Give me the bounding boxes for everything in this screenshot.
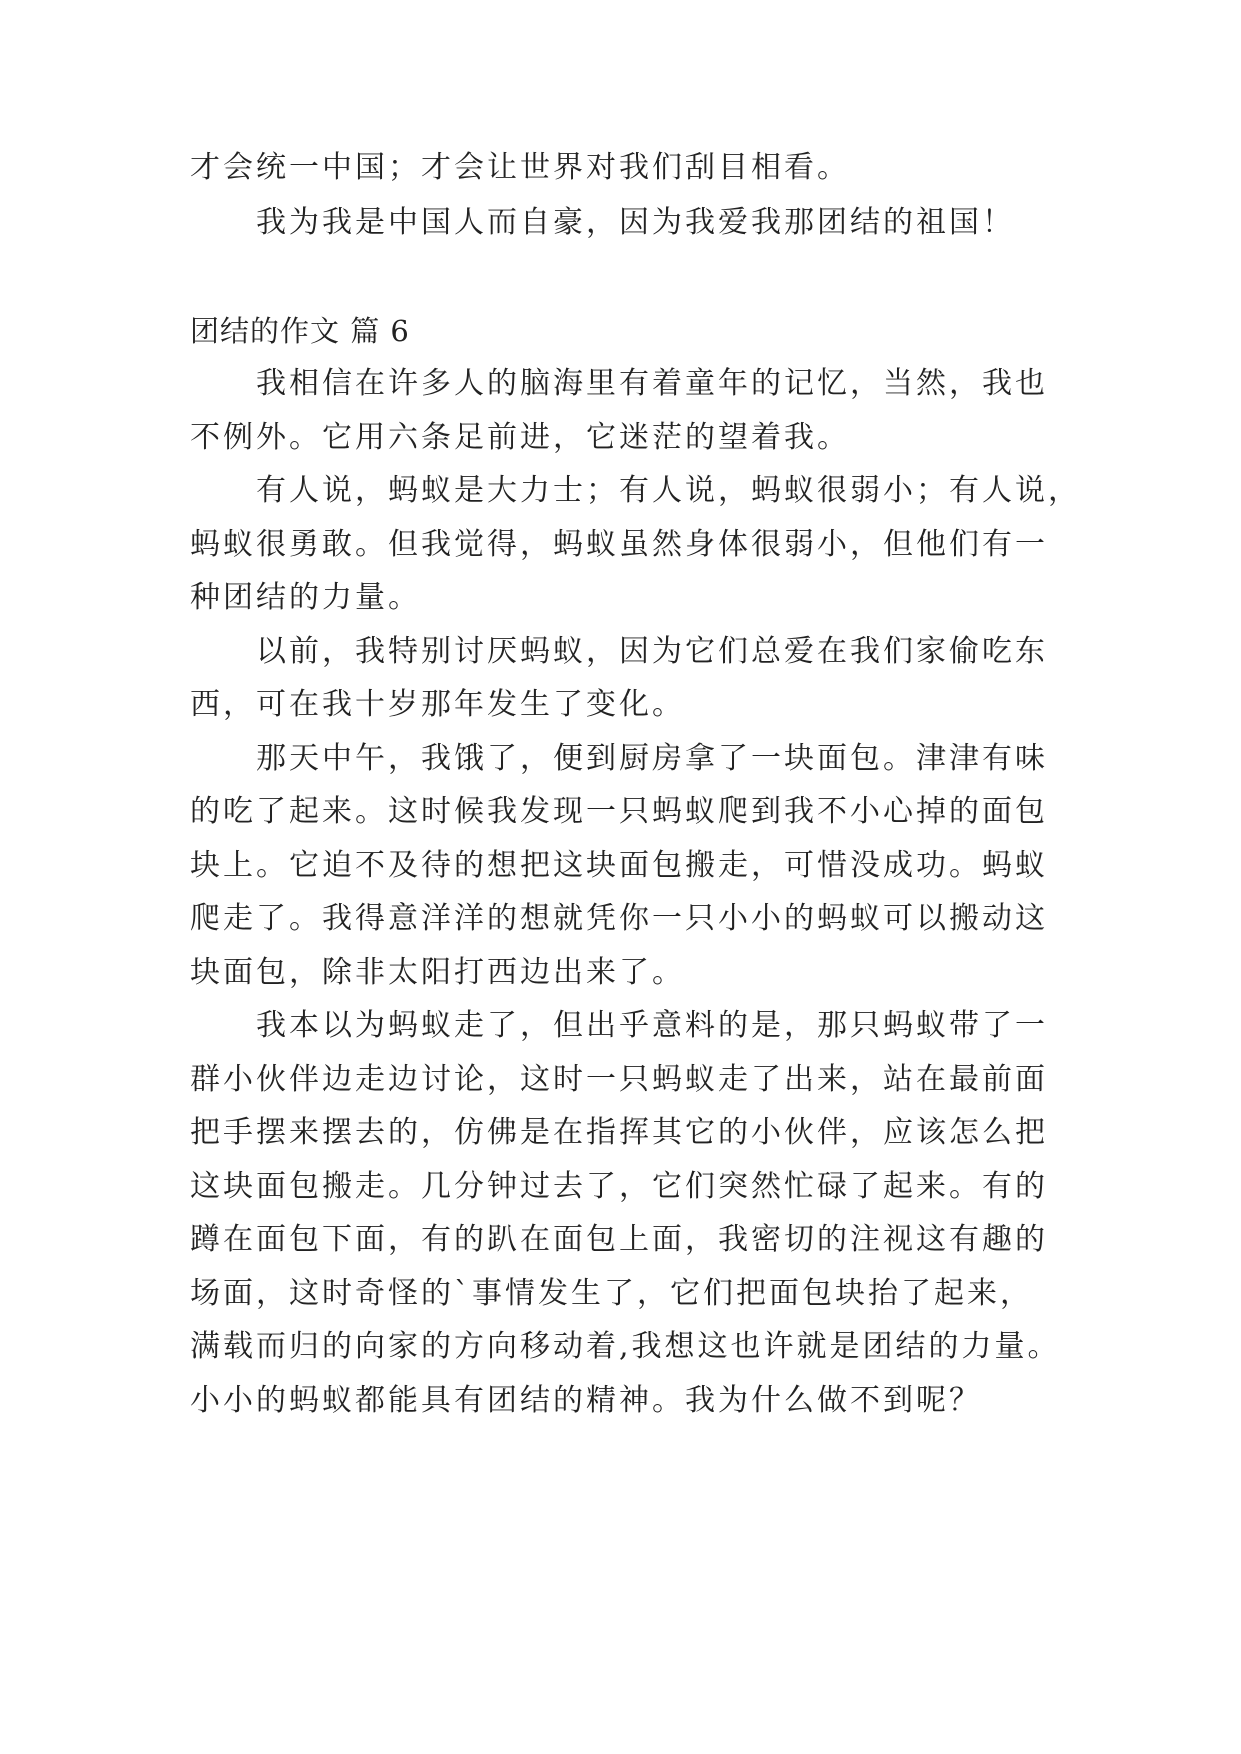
paragraph-line: 西，可在我十岁那年发生了变化。 <box>190 687 685 722</box>
section-heading: 团结的作文 篇 6 <box>190 314 410 348</box>
paragraph-line: 那天中午，我饿了，便到厨房拿了一块面包。津津有味 <box>256 741 1048 776</box>
paragraph-line: 我为我是中国人而自豪，因为我爱我那团结的祖国！ <box>256 205 1015 240</box>
paragraph-line: 我本以为蚂蚁走了，但出乎意料的是，那只蚂蚁带了一 <box>256 1008 1048 1043</box>
paragraph-line: 种团结的力量。 <box>190 580 421 615</box>
paragraph-line: 满载而归的向家的方向移动着,我想这也许就是团结的力量。 <box>190 1329 1061 1364</box>
paragraph-line: 的吃了起来。这时候我发现一只蚂蚁爬到我不小心掉的面包 <box>190 794 1048 829</box>
paragraph-line: 小小的蚂蚁都能具有团结的精神。我为什么做不到呢？ <box>190 1383 982 1418</box>
paragraph-line: 才会统一中国；才会让世界对我们刮目相看。 <box>190 150 850 185</box>
paragraph-line: 不例外。它用六条足前进，它迷茫的望着我。 <box>190 420 850 455</box>
paragraph-line: 以前，我特别讨厌蚂蚁，因为它们总爱在我们家偷吃东 <box>256 634 1048 669</box>
paragraph-line: 这块面包搬走。几分钟过去了，它们突然忙碌了起来。有的 <box>190 1169 1048 1204</box>
paragraph-line: 有人说，蚂蚁是大力士；有人说，蚂蚁很弱小；有人说， <box>256 473 1081 508</box>
paragraph-line: 块面包，除非太阳打西边出来了。 <box>190 955 685 990</box>
paragraph-line: 场面，这时奇怪的`事情发生了，它们把面包块抬了起来， <box>190 1276 1033 1311</box>
paragraph-line: 蹲在面包下面，有的趴在面包上面，我密切的注视这有趣的 <box>190 1222 1048 1257</box>
paragraph-line: 我相信在许多人的脑海里有着童年的记忆，当然，我也 <box>256 366 1048 401</box>
paragraph-line: 块上。它迫不及待的想把这块面包搬走，可惜没成功。蚂蚁 <box>190 848 1048 883</box>
paragraph-line: 爬走了。我得意洋洋的想就凭你一只小小的蚂蚁可以搬动这 <box>190 901 1048 936</box>
paragraph-line: 蚂蚁很勇敢。但我觉得，蚂蚁虽然身体很弱小，但他们有一 <box>190 527 1048 562</box>
paragraph-line: 把手摆来摆去的，仿佛是在指挥其它的小伙伴，应该怎么把 <box>190 1115 1048 1150</box>
paragraph-line: 群小伙伴边走边讨论，这时一只蚂蚁走了出来，站在最前面 <box>190 1062 1048 1097</box>
